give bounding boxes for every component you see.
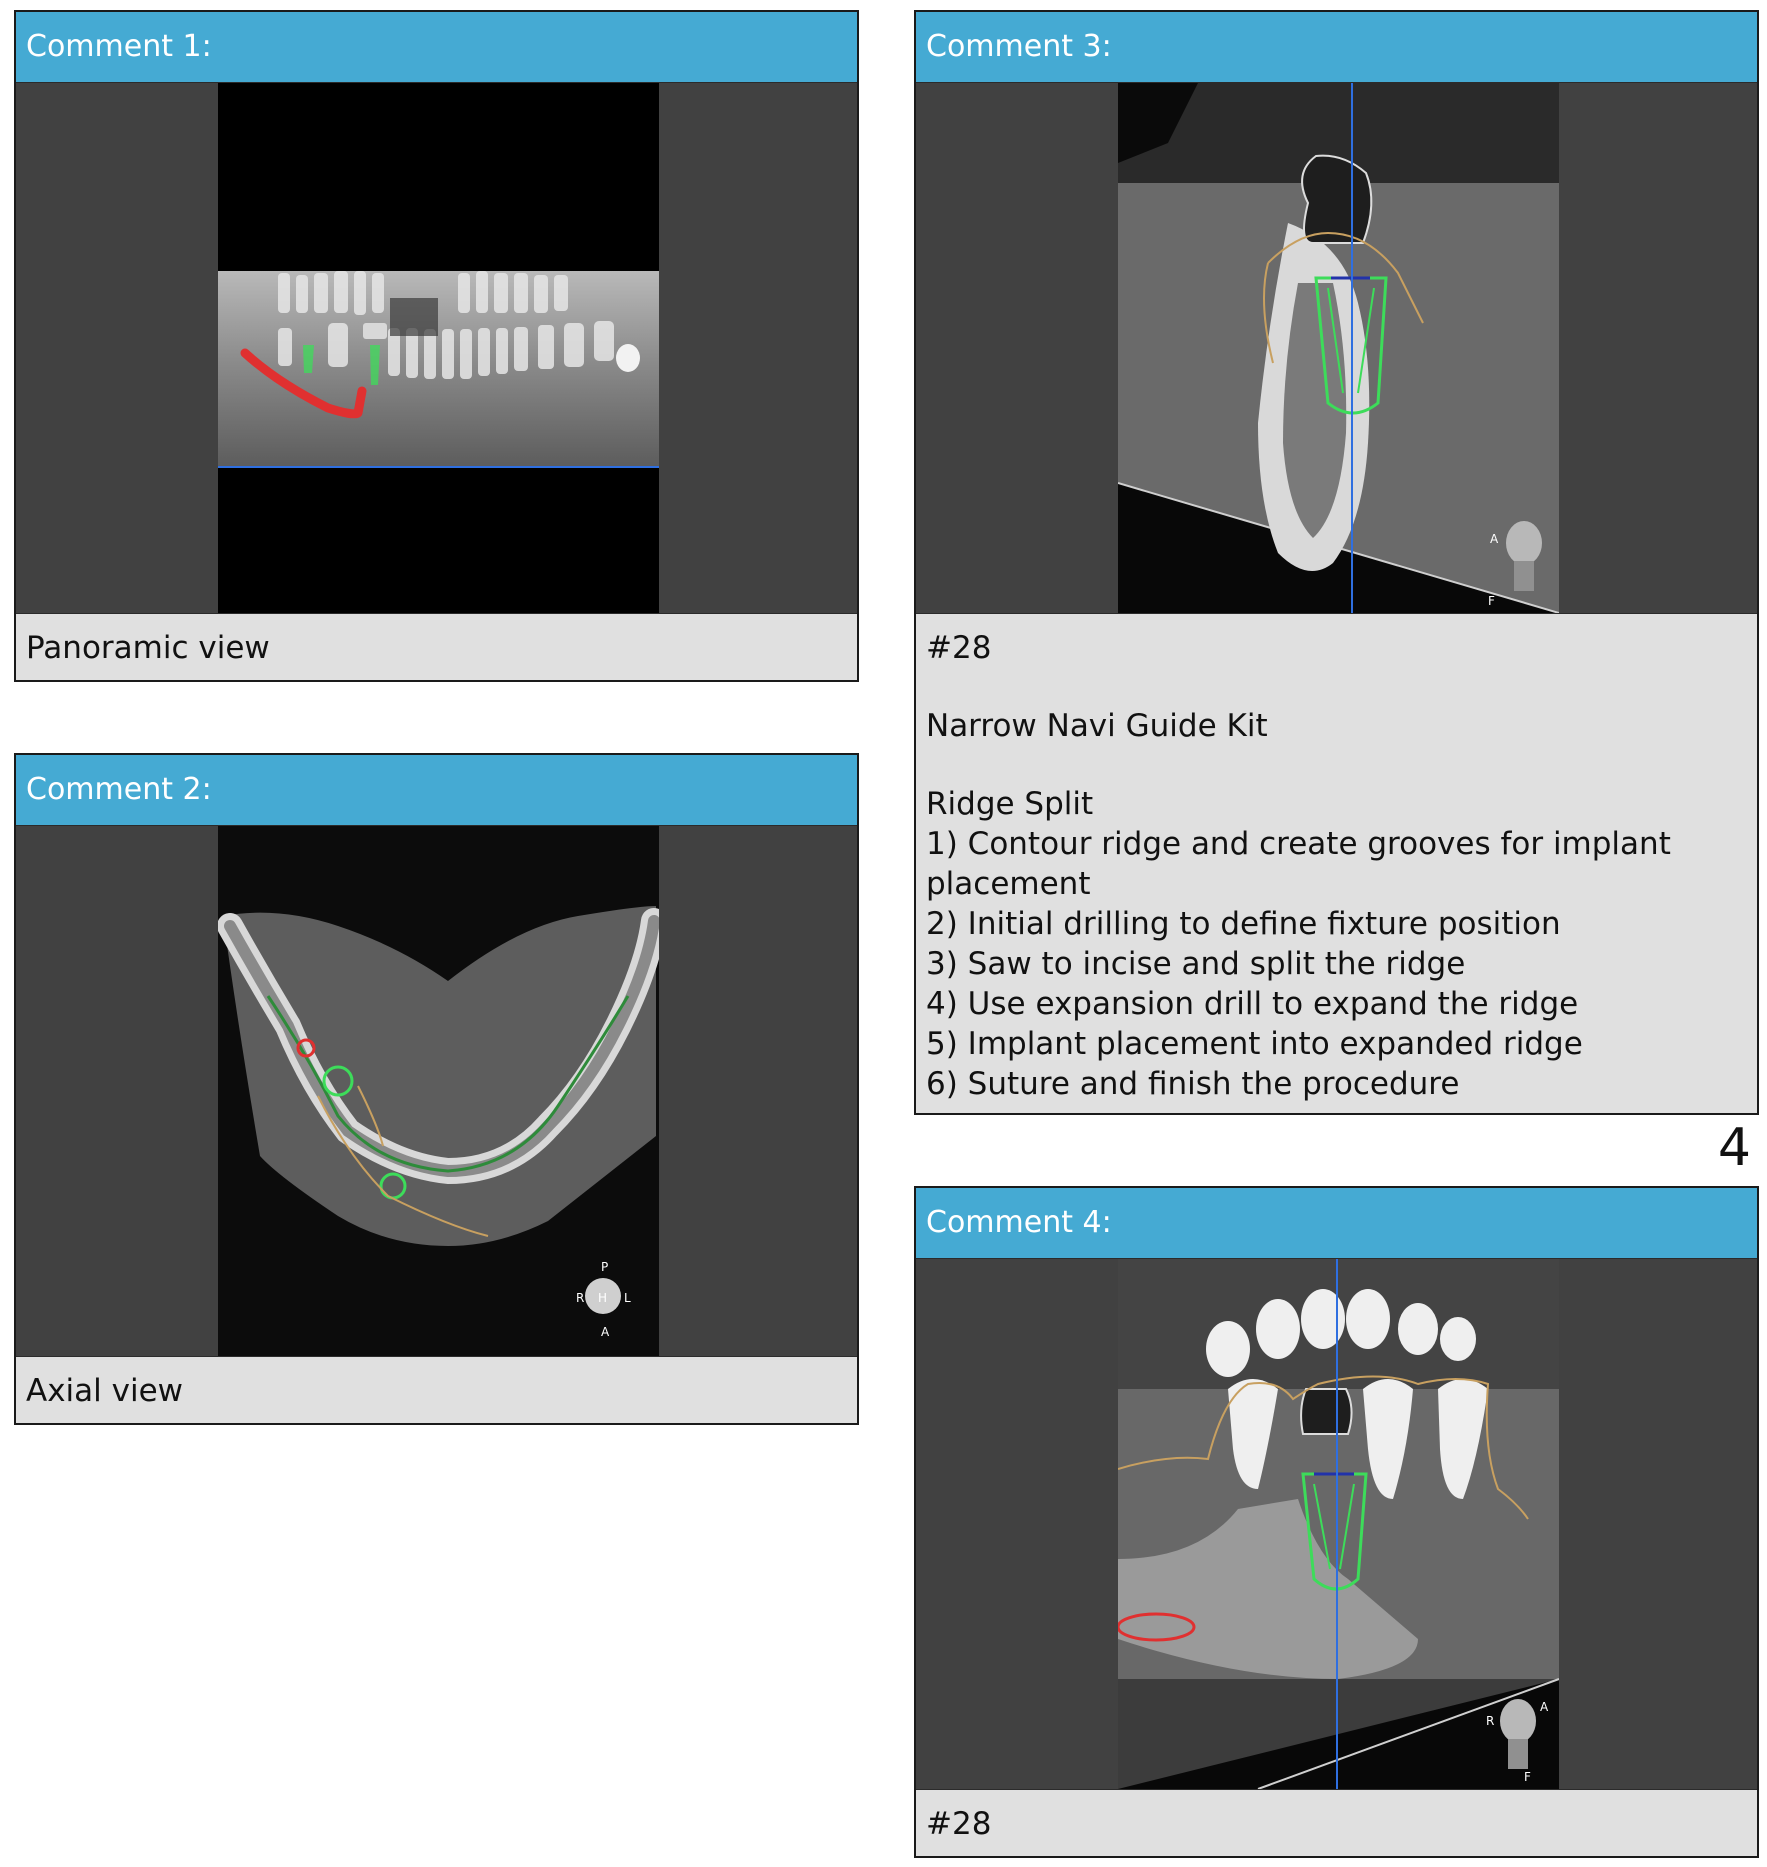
panoramic-xray-figure [218,83,659,613]
cross-section-ct-figure [1118,83,1559,613]
orientation-label: L [624,1291,631,1305]
cross-section-ct-image [916,83,1757,613]
panoramic-xray-image [16,83,857,613]
caption-line: Panoramic view [26,630,270,666]
panel-header: Comment 3: [916,12,1757,83]
panel-header: Comment 4: [916,1188,1757,1259]
orientation-label: F [1488,594,1495,608]
panel-header: Comment 1: [16,12,857,83]
caption-line: Ridge Split [926,786,1094,822]
caption-line: #28 [926,630,992,666]
orientation-label: A [601,1325,610,1339]
caption-line: 3) Saw to incise and split the ridge [926,946,1466,982]
comment-panel-2 [14,753,859,1425]
axial-ct-figure [218,826,659,1356]
comment-panel-1 [14,10,859,682]
panel-caption [16,1356,857,1421]
page-number: 4 [1717,1118,1751,1178]
orientation-label: R [1486,1714,1495,1728]
caption-line: 1) Contour ridge and create grooves for implant placement [926,826,1671,902]
caption-line: 2) Initial drilling to define fixture position [926,906,1561,942]
caption-line: 6) Suture and finish the procedure [926,1066,1460,1102]
caption-line: 5) Implant placement into expanded ridge [926,1026,1583,1062]
panel-caption [16,613,857,678]
tangential-ct-image [916,1259,1757,1789]
orientation-label: A [1540,1700,1549,1714]
tangential-ct-figure [1118,1259,1559,1789]
orientation-label: P [601,1260,609,1274]
caption-line: 4) Use expansion drill to expand the ridge [926,986,1579,1022]
orientation-label: A [1490,532,1499,546]
caption-line: Narrow Navi Guide Kit [926,708,1268,744]
orientation-label: F [1524,1770,1531,1784]
comment-panel-4 [914,1186,1759,1858]
panel-caption [916,1789,1757,1854]
caption-line: Axial view [26,1373,184,1409]
orientation-label: H [598,1291,608,1305]
panel-caption [916,613,1757,1114]
comment-panel-3 [914,10,1759,1115]
axial-ct-image [16,826,857,1356]
panel-header: Comment 2: [16,755,857,826]
orientation-label: R [576,1291,585,1305]
caption-line: #28 [926,1806,992,1842]
